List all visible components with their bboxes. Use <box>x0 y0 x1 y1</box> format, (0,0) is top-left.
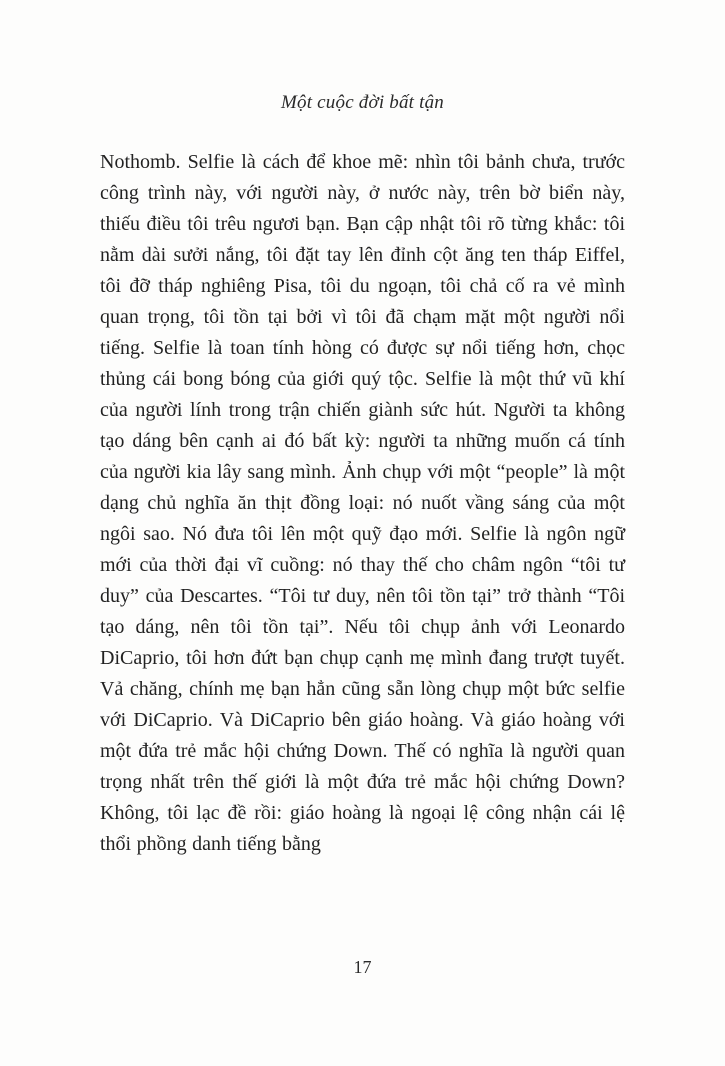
page-number: 17 <box>353 957 372 977</box>
running-title: Một cuộc đời bất tận <box>281 92 444 113</box>
body-paragraph: Nothomb. Selfie là cách để khoe mẽ: nhìn tôi bảnh chưa, trước công trình này, với người này, ở nước này, trên bờ biển này, thiếu điều tôi trêu ngươi bạn. Bạn cập nhật tôi rõ từng khắc: tôi nằm dài sưởi nắng, tôi đặt tay lên đỉnh cột ăng ten tháp Eiffel, tôi đỡ tháp nghiêng Pisa, tôi du ngoạn, tôi chả cố ra vẻ mình quan trọng, tôi tồn tại bởi vì tôi đã chạm mặt một người nổi tiếng. Selfie là toan tính hòng có được sự nổi tiếng hơn, chọc thủng cái bong bóng của giới quý tộc. Selfie là một thứ vũ khí của người lính trong trận chiến giành sức hút. Người ta không tạo dáng bên cạnh ai đó bất kỳ: người ta những muốn cá tính của người kia lây sang mình. Ảnh chụp với một “people” là một dạng chủ nghĩa ăn thịt đồng loại: nó nuốt vầng sáng của một ngôi sao. Nó đưa tôi lên một quỹ đạo mới. Selfie là ngôn ngữ mới của thời đại vĩ cuồng: nó thay thế cho châm ngôn “tôi tư duy” của Descartes. “Tôi tư duy, nên tôi tồn tại” trở thành “Tôi tạo dáng, nên tôi tồn tại”. Nếu tôi chụp ảnh với Leonardo DiCaprio, tôi hơn đứt bạn chụp cạnh mẹ mình đang trượt tuyết. Vả chăng, chính mẹ bạn hẳn cũng sẵn lòng chụp một bức selfie với DiCaprio. Và DiCaprio bên giáo hoàng. Và giáo hoàng với một đứa trẻ mắc hội chứng Down. Thế có nghĩa là người quan trọng nhất trên thế giới là một đứa trẻ mắc hội chứng Down? Không, tôi lạc đề rồi: giáo hoàng là ngoại lệ công nhận cái lệ thổi phồng danh tiếng bằng <box>100 151 625 855</box>
